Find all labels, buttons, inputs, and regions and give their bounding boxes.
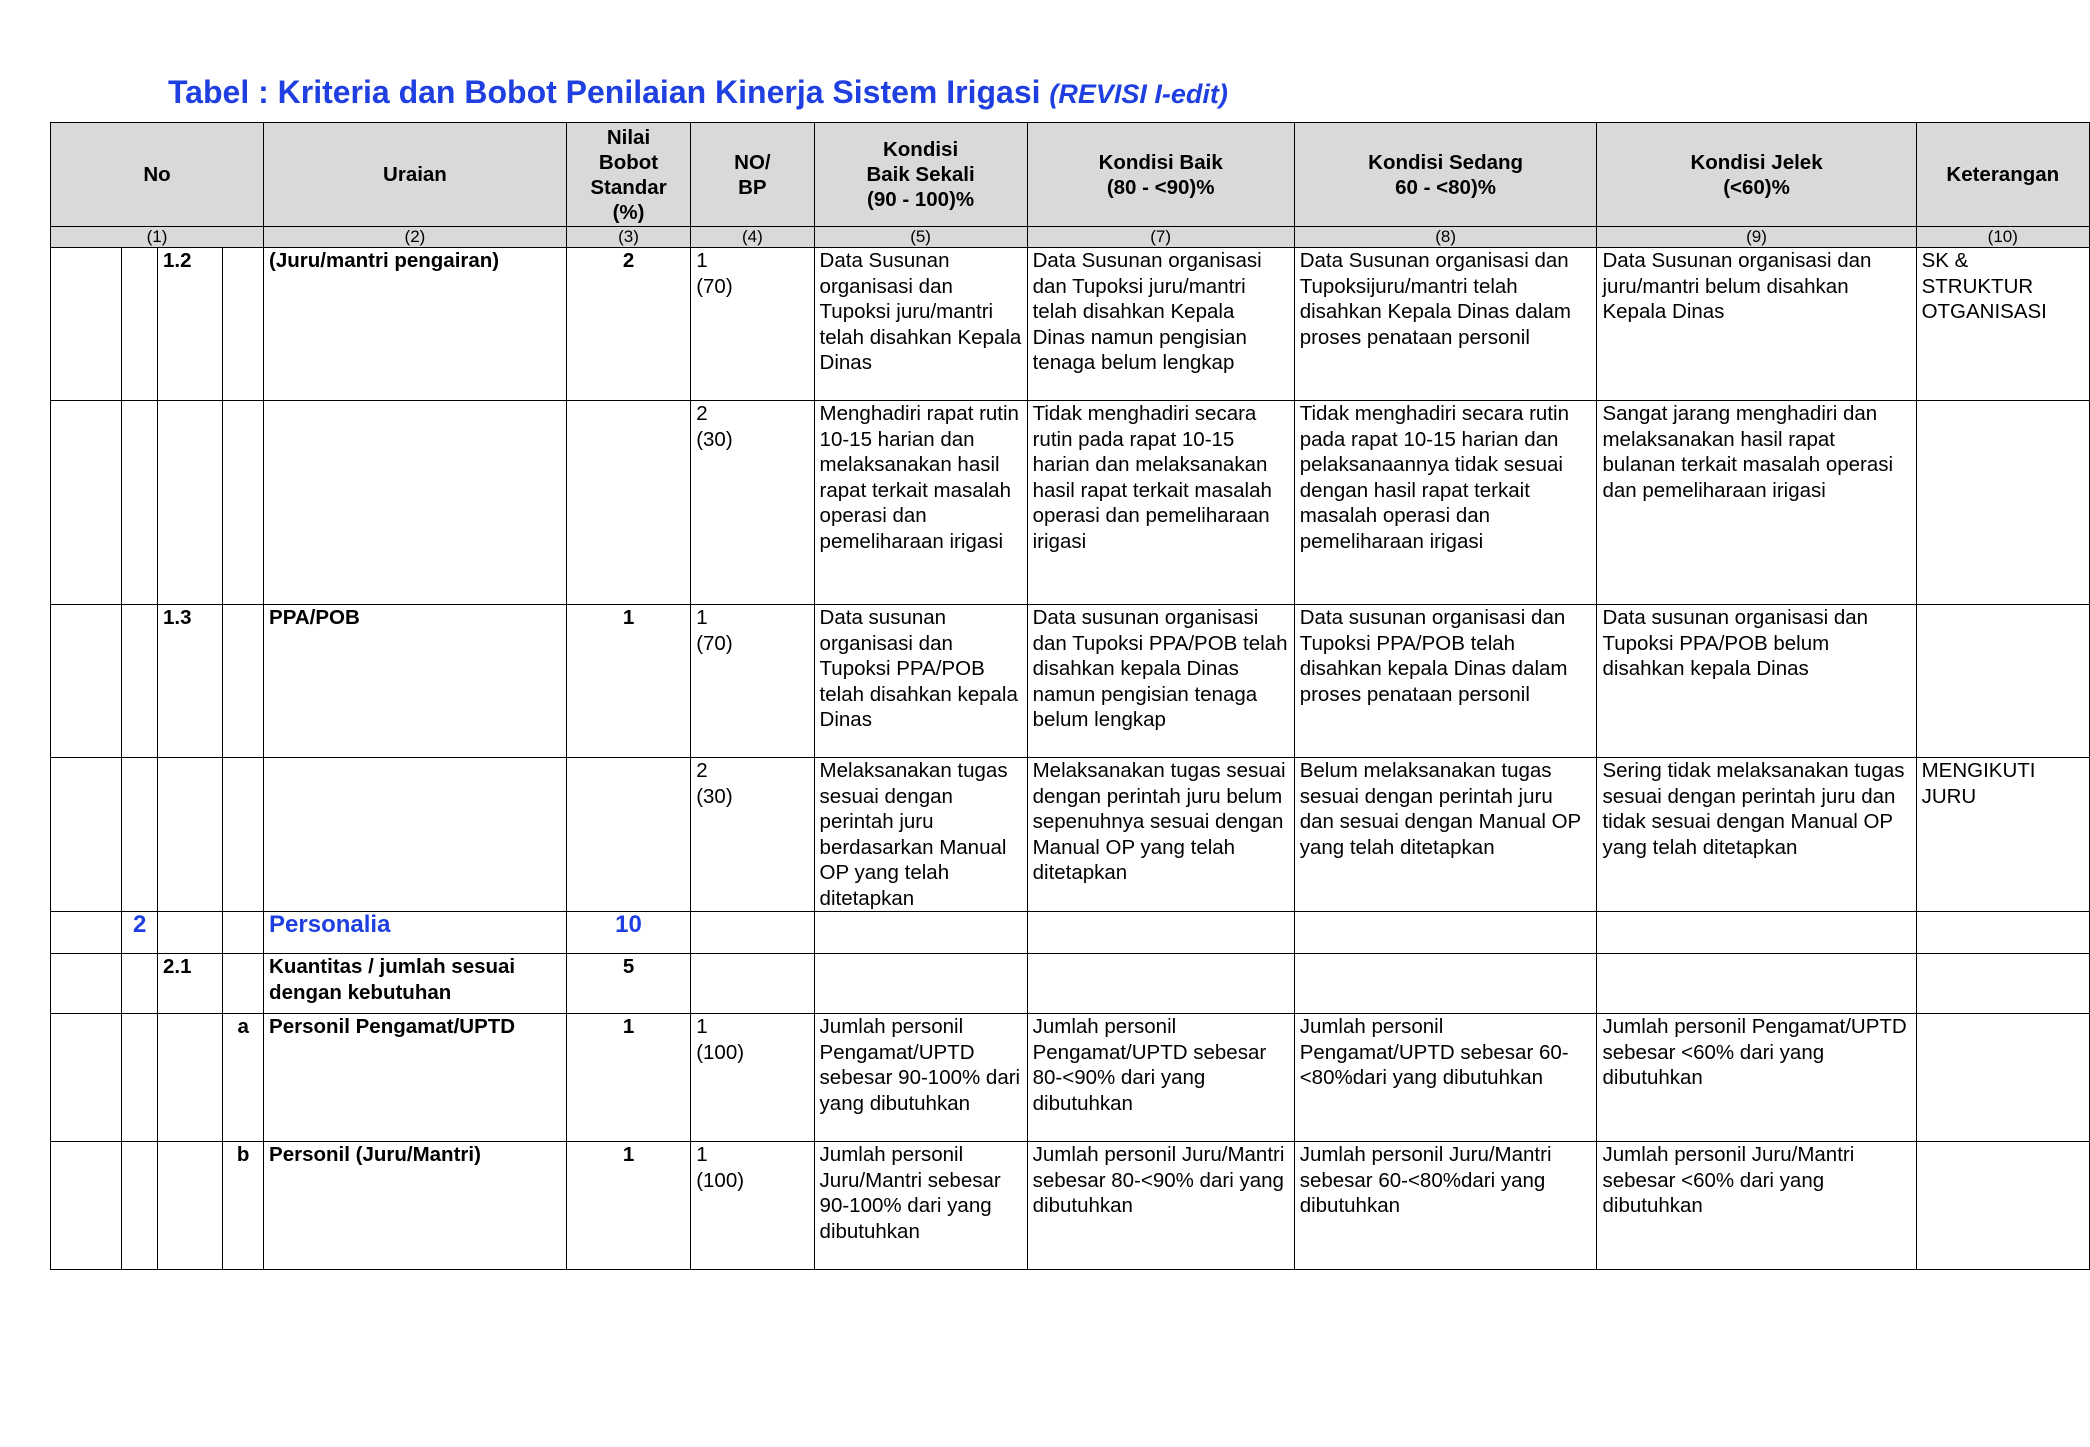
header-keterangan: Keterangan [1916, 123, 2089, 227]
row-nobp: 1 (70) [691, 248, 814, 401]
row-baik-sekali: Data Susunan organisasi dan Tupoksi juru/mantri telah disahkan Kepala Dinas [814, 248, 1027, 401]
criteria-table [50, 122, 2090, 1270]
header-no-bp: NO/ BP [691, 123, 814, 227]
row-baik: Data susunan organisasi dan Tupoksi PPA/POB telah disahkan kepala Dinas namun pengisian tenaga belum lengkap [1027, 605, 1294, 758]
row-baik: Data Susunan organisasi dan Tupoksi juru/mantri telah disahkan Kepala Dinas namun pengisian tenaga belum lengkap [1027, 248, 1294, 401]
row-nilai: 5 [566, 954, 690, 1014]
row-baik: Jumlah personil Pengamat/UPTD sebesar 80-<90% dari yang dibutuhkan [1027, 1014, 1294, 1142]
header-sedang: Kondisi Sedang 60 - <80)% [1294, 123, 1597, 227]
row-uraian: PPA/POB [264, 605, 567, 758]
row-sedang: Tidak menghadiri secara rutin pada rapat 10-15 harian dan pelaksanaannya tidak sesuai dengan hasil rapat terkait masalah operasi dan pemeliharaan irigasi [1294, 401, 1597, 605]
row-baik: Jumlah personil Juru/Mantri sebesar 80-<90% dari yang dibutuhkan [1027, 1142, 1294, 1270]
row-baik-sekali: Jumlah personil Pengamat/UPTD sebesar 90-100% dari yang dibutuhkan [814, 1014, 1027, 1142]
title-suffix: (REVISI I-edit) [1049, 79, 1228, 109]
section-nilai: 10 [566, 912, 690, 954]
row-sedang: Jumlah personil Pengamat/UPTD sebesar 60-<80%dari yang dibutuhkan [1294, 1014, 1597, 1142]
table-row [51, 401, 2090, 605]
table-viewport [50, 122, 2060, 1282]
row-baik: Tidak menghadiri secara rutin pada rapat 10-15 harian dan melaksanakan hasil rapat terkait masalah operasi dan pemeliharaan irigasi [1027, 401, 1294, 605]
row-jelek: Jumlah personil Juru/Mantri sebesar <60% dari yang dibutuhkan [1597, 1142, 1916, 1270]
row-keterangan: SK & STRUKTUR OTGANISASI [1916, 248, 2089, 401]
table-row [51, 1014, 2090, 1142]
row-baik-sekali: Melaksanakan tugas sesuai dengan perintah juru berdasarkan Manual OP yang telah ditetapkan [814, 758, 1027, 912]
row-nobp: 1 (70) [691, 605, 814, 758]
col-number: (9) [1597, 227, 1916, 248]
header-jelek: Kondisi Jelek (<60)% [1597, 123, 1916, 227]
col-number: (4) [691, 227, 814, 248]
row-nobp: 1 (100) [691, 1014, 814, 1142]
row-nobp: 2 (30) [691, 758, 814, 912]
section-title: Personalia [264, 912, 567, 954]
row-uraian: Personil Pengamat/UPTD [264, 1014, 567, 1142]
row-letter: b [223, 1142, 264, 1270]
row-jelek: Sering tidak melaksanakan tugas sesuai dengan perintah juru dan tidak sesuai dengan Manual OP yang telah ditetapkan [1597, 758, 1916, 912]
row-jelek: Data susunan organisasi dan Tupoksi PPA/POB belum disahkan kepala Dinas [1597, 605, 1916, 758]
col-number: (1) [51, 227, 264, 248]
row-baik: Melaksanakan tugas sesuai dengan perintah juru belum sepenuhnya sesuai dengan Manual OP yang telah ditetapkan [1027, 758, 1294, 912]
row-baik-sekali: Jumlah personil Juru/Mantri sebesar 90-100% dari yang dibutuhkan [814, 1142, 1027, 1270]
row-uraian: (Juru/mantri pengairan) [264, 248, 567, 401]
row-sedang: Belum melaksanakan tugas sesuai dengan perintah juru dan sesuai dengan Manual OP yang telah ditetapkan [1294, 758, 1597, 912]
header-uraian: Uraian [264, 123, 567, 227]
table-row [51, 605, 2090, 758]
table-row [51, 954, 2090, 1014]
row-nobp: 2 (30) [691, 401, 814, 605]
col-number: (10) [1916, 227, 2089, 248]
row-sedang: Data Susunan organisasi dan Tupoksijuru/mantri telah disahkan Kepala Dinas dalam proses penataan personil [1294, 248, 1597, 401]
row-nilai: 2 [566, 248, 690, 401]
row-nilai: 1 [566, 1142, 690, 1270]
row-nilai: 1 [566, 605, 690, 758]
table-row [51, 1142, 2090, 1270]
row-jelek: Data Susunan organisasi dan juru/mantri belum disahkan Kepala Dinas [1597, 248, 1916, 401]
col-number: (3) [566, 227, 690, 248]
row-jelek: Sangat jarang menghadiri dan melaksanakan hasil rapat bulanan terkait masalah operasi dan pemeliharaan irigasi [1597, 401, 1916, 605]
row-sedang: Data susunan organisasi dan Tupoksi PPA/POB telah disahkan kepala Dinas dalam proses penataan personil [1294, 605, 1597, 758]
row-keterangan: MENGIKUTI JURU [1916, 758, 2089, 912]
col-number: (5) [814, 227, 1027, 248]
header-baik-sekali: Kondisi Baik Sekali (90 - 100)% [814, 123, 1027, 227]
row-baik-sekali: Data susunan organisasi dan Tupoksi PPA/POB telah disahkan kepala Dinas [814, 605, 1027, 758]
row-uraian: Personil (Juru/Mantri) [264, 1142, 567, 1270]
section-row [51, 912, 2090, 954]
row-jelek: Jumlah personil Pengamat/UPTD sebesar <60% dari yang dibutuhkan [1597, 1014, 1916, 1142]
table-row [51, 248, 2090, 401]
document-title [168, 74, 1228, 111]
row-letter: a [223, 1014, 264, 1142]
column-number-row [51, 227, 2090, 248]
row-keterangan [1916, 1142, 2089, 1270]
header-no: No [51, 123, 264, 227]
row-number: 1.3 [158, 605, 223, 758]
row-sedang: Jumlah personil Juru/Mantri sebesar 60-<80%dari yang dibutuhkan [1294, 1142, 1597, 1270]
row-number: 2.1 [158, 954, 223, 1014]
row-number: 1.2 [158, 248, 223, 401]
title-main: Tabel : Kriteria dan Bobot Penilaian Kinerja Sistem Irigasi [168, 74, 1041, 110]
col-number: (8) [1294, 227, 1597, 248]
row-keterangan [1916, 401, 2089, 605]
col-number: (2) [264, 227, 567, 248]
row-keterangan [1916, 605, 2089, 758]
table-row [51, 758, 2090, 912]
section-number: 2 [122, 912, 158, 954]
row-nilai: 1 [566, 1014, 690, 1142]
row-keterangan [1916, 1014, 2089, 1142]
header-baik: Kondisi Baik (80 - <90)% [1027, 123, 1294, 227]
header-row [51, 123, 2090, 227]
row-uraian: Kuantitas / jumlah sesuai dengan kebutuhan [264, 954, 567, 1014]
row-baik-sekali: Menghadiri rapat rutin 10-15 harian dan melaksanakan hasil rapat terkait masalah operasi dan pemeliharaan irigasi [814, 401, 1027, 605]
row-nobp: 1 (100) [691, 1142, 814, 1270]
header-nilai-bobot: Nilai Bobot Standar (%) [566, 123, 690, 227]
col-number: (7) [1027, 227, 1294, 248]
